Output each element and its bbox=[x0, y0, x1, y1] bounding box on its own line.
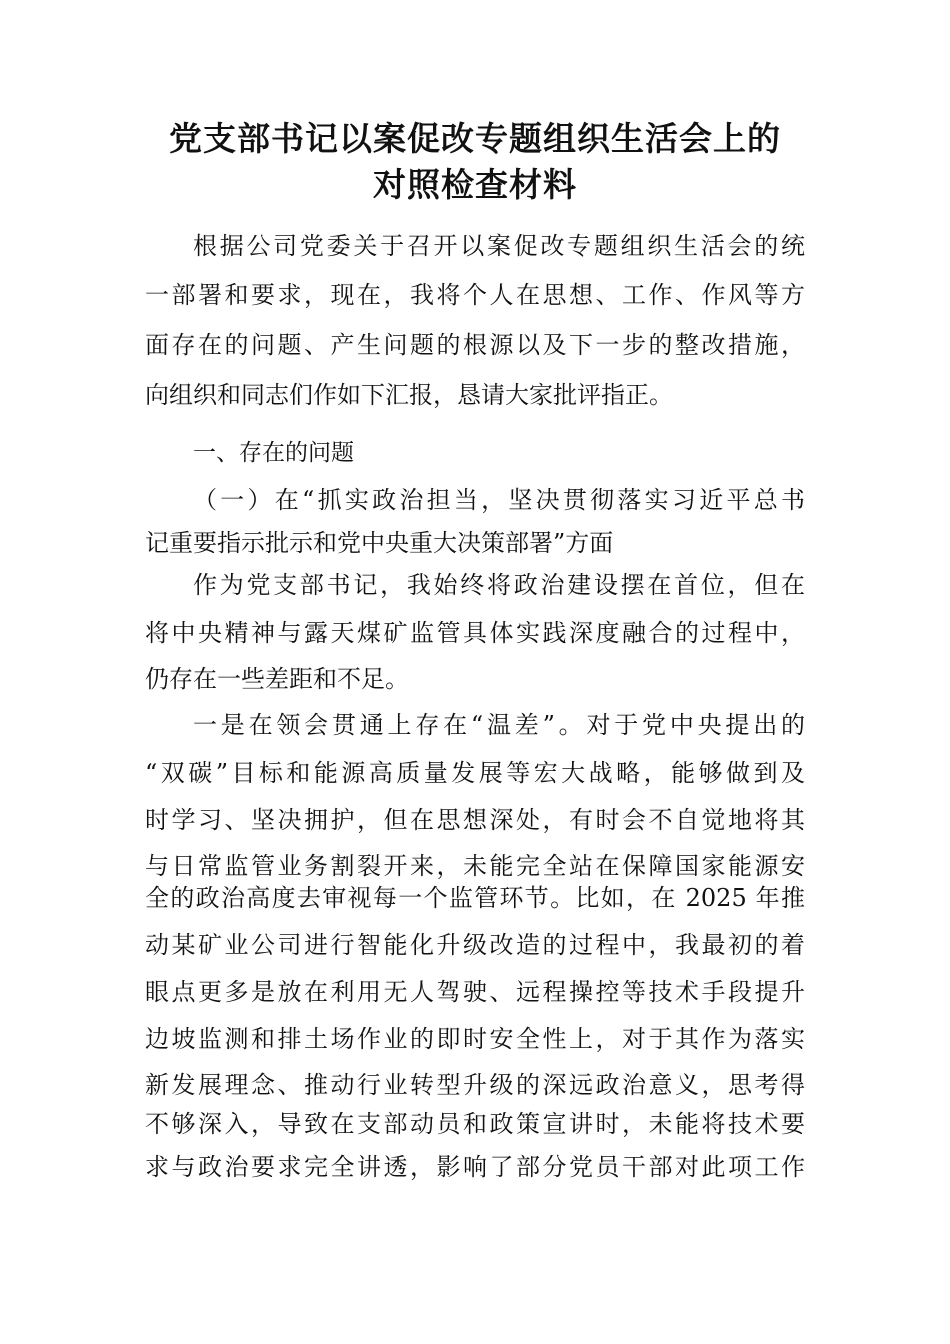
subsection-heading-line-1: （一）在“抓实政治担当，坚决贯彻落实习近平总书 bbox=[193, 486, 805, 514]
section-heading-1: 一、存在的问题 bbox=[193, 440, 354, 466]
subsection-heading-line-2: 记重要指示批示和党中央重大决策部署”方面 bbox=[145, 529, 614, 557]
paragraph-2-line-7: 眼点更多是放在利用无人驾驶、远程操控等技术手段提升 bbox=[145, 978, 805, 1006]
paragraph-2-line-5: 全的政治高度去审视每一个监管环节。比如，在 2025 年推 bbox=[145, 884, 805, 912]
paragraph-1-line-1: 作为党支部书记，我始终将政治建设摆在首位，但在 bbox=[193, 571, 805, 599]
paragraph-2-line-1: 一是在领会贯通上存在“温差”。对于党中央提出的 bbox=[193, 711, 805, 739]
document-title-line-2: 对照检查材料 bbox=[373, 165, 577, 204]
intro-line-2: 一部署和要求，现在，我将个人在思想、工作、作风等方 bbox=[145, 281, 805, 309]
paragraph-1-line-3: 仍存在一些差距和不足。 bbox=[145, 665, 409, 693]
paragraph-2-line-3: 时学习、坚决拥护，但在思想深处，有时会不自觉地将其 bbox=[145, 806, 805, 834]
paragraph-2-line-2: “双碳”目标和能源高质量发展等宏大战略，能够做到及 bbox=[145, 759, 805, 787]
paragraph-2-line-4: 与日常监管业务割裂开来，未能完全站在保障国家能源安 bbox=[145, 852, 805, 880]
paragraph-2-line-10: 不够深入，导致在支部动员和政策宣讲时，未能将技术要 bbox=[145, 1110, 805, 1138]
paragraph-2-line-11: 求与政治要求完全讲透，影响了部分党员干部对此项工作 bbox=[145, 1153, 805, 1181]
intro-line-1: 根据公司党委关于召开以案促改专题组织生活会的统 bbox=[193, 232, 805, 260]
paragraph-2-line-9: 新发展理念、推动行业转型升级的深远政治意义，思考得 bbox=[145, 1071, 805, 1099]
paragraph-1-line-2: 将中央精神与露天煤矿监管具体实践深度融合的过程中， bbox=[145, 619, 805, 647]
intro-line-4: 向组织和同志们作如下汇报，恳请大家批评指正。 bbox=[145, 381, 673, 409]
paragraph-2-line-8: 边坡监测和排土场作业的即时安全性上，对于其作为落实 bbox=[145, 1025, 805, 1053]
document-title-line-1: 党支部书记以案促改专题组织生活会上的 bbox=[169, 119, 781, 158]
intro-line-3: 面存在的问题、产生问题的根源以及下一步的整改措施， bbox=[145, 331, 805, 359]
paragraph-2-line-6: 动某矿业公司进行智能化升级改造的过程中，我最初的着 bbox=[145, 931, 805, 959]
